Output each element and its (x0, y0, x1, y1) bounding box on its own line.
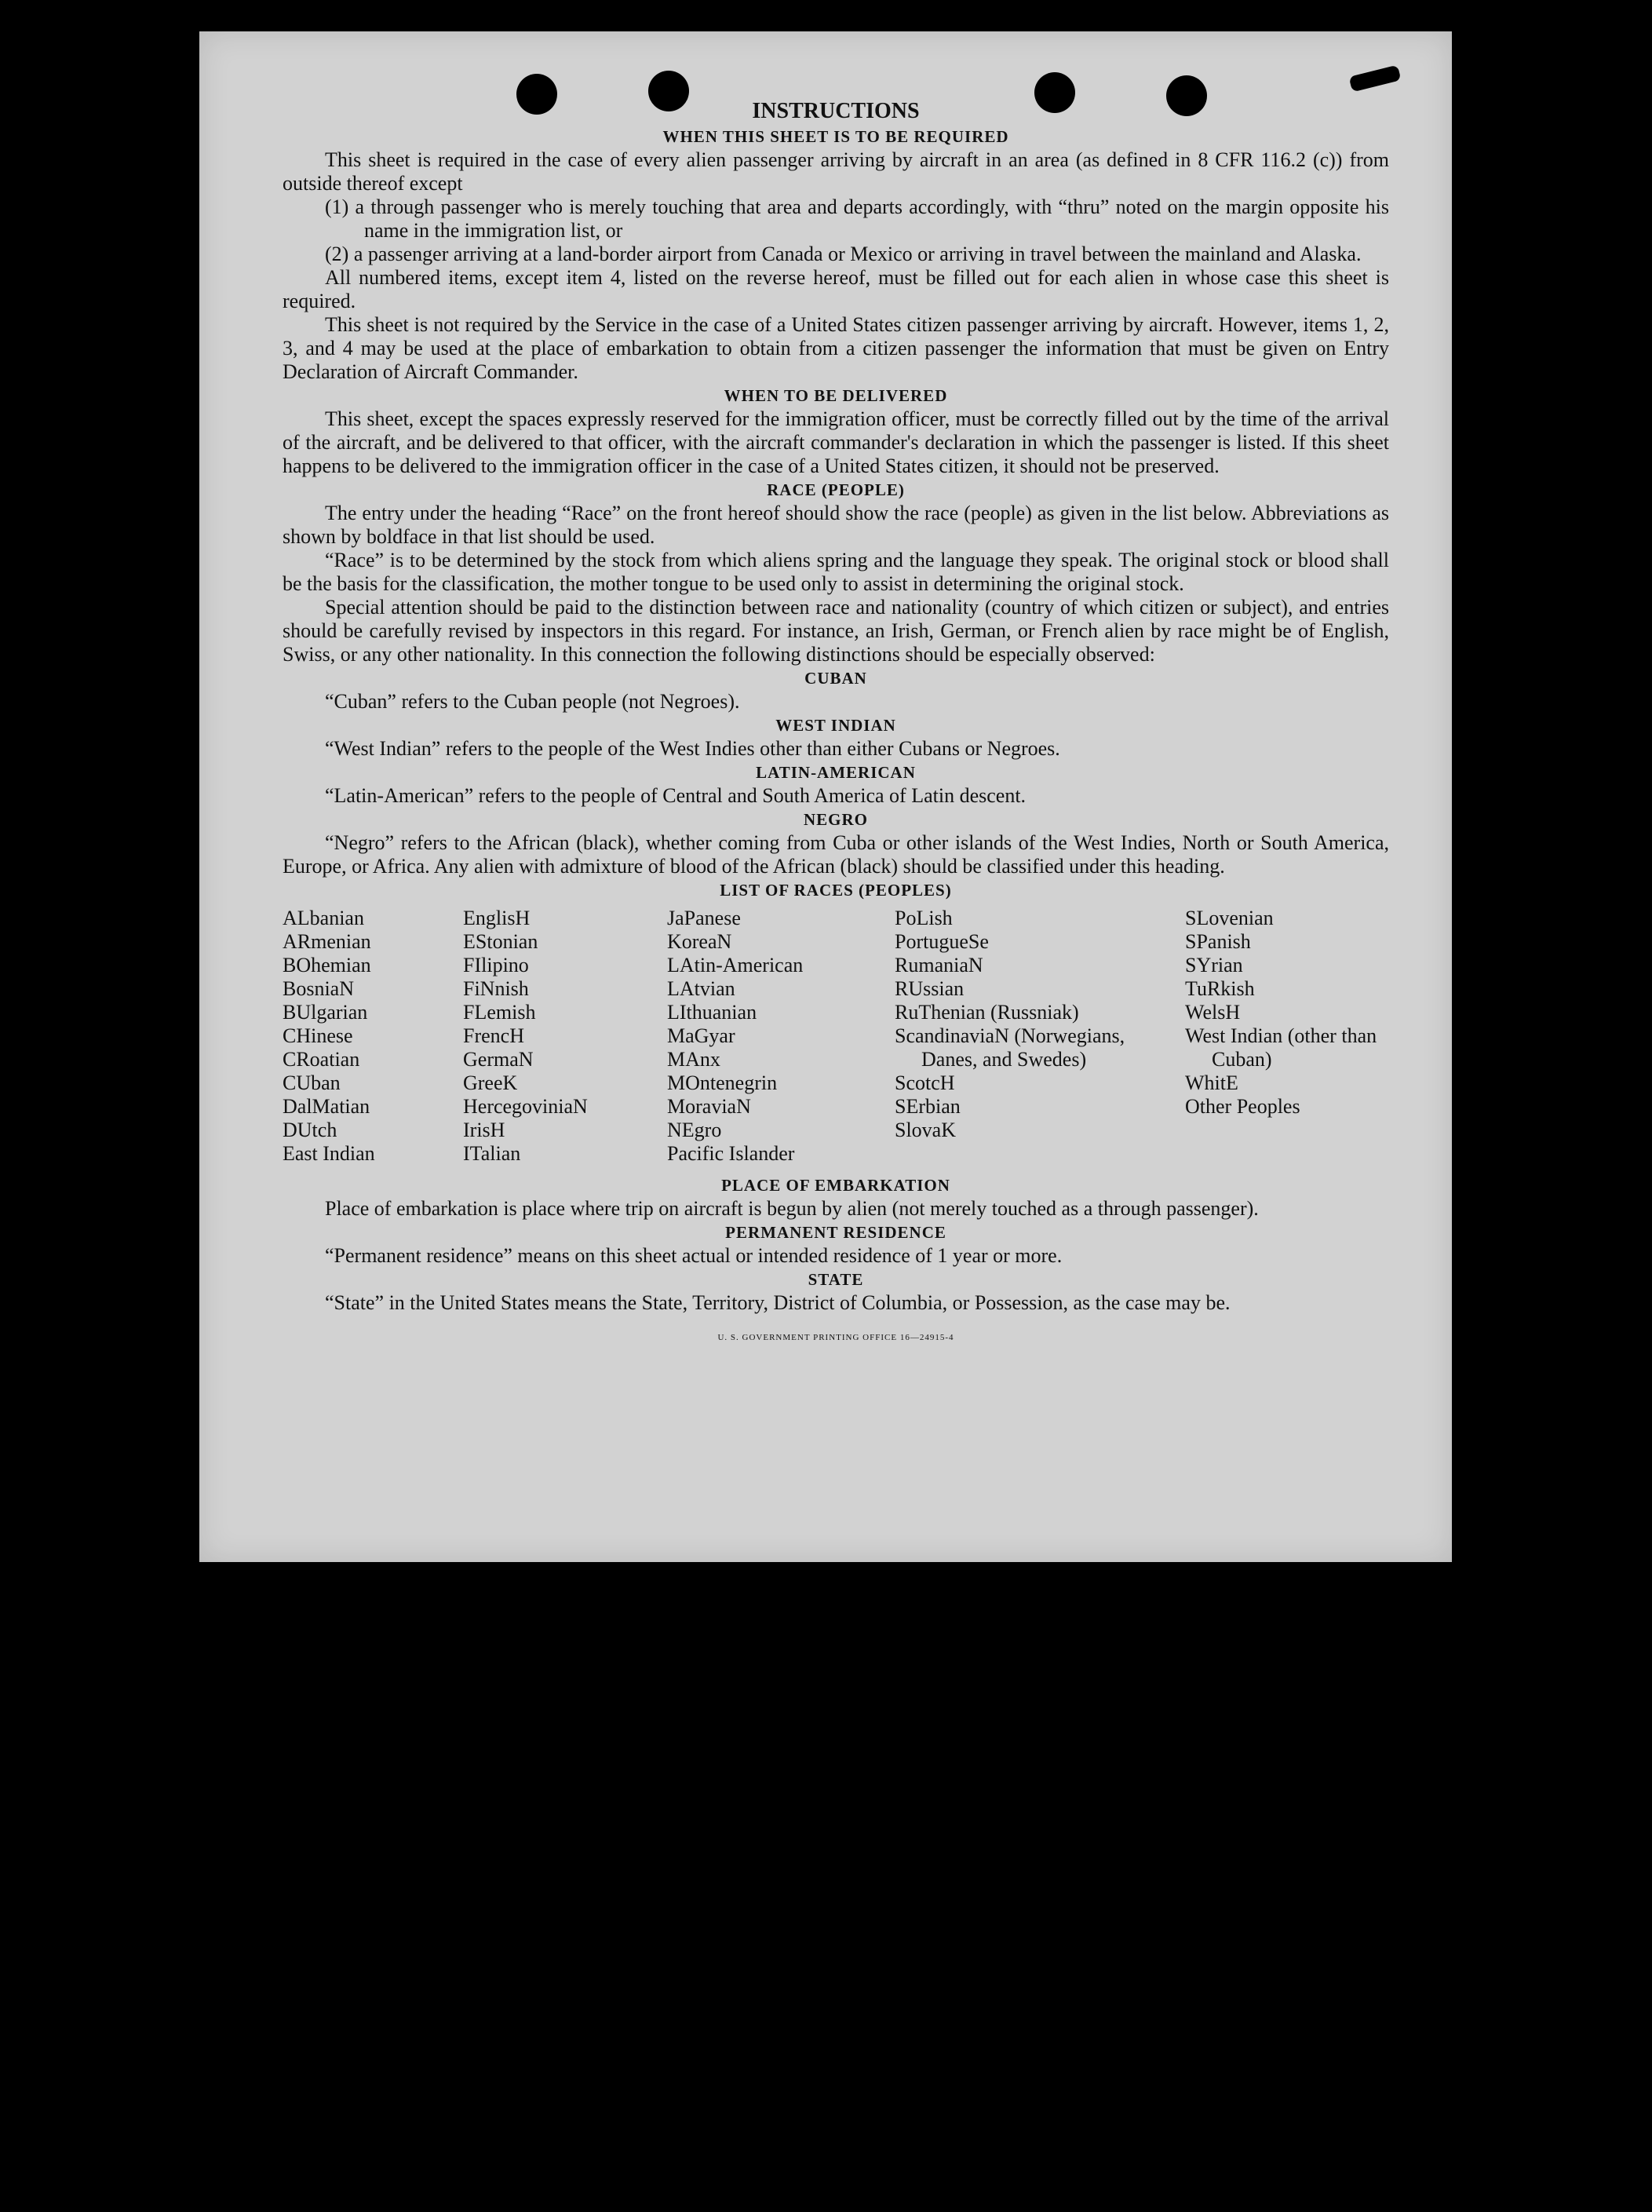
race-item: MoraviaN (667, 1095, 751, 1118)
race-item: ScotcH (895, 1071, 955, 1094)
paragraph: This sheet is not required by the Service in the case of a United States citizen passenger arriving by aircraft. However, items 1, 2, 3, and 4 may be used at the place of embarkation to obtain from a citizen passenger the information that must be given on Entry Declaration of Aircraft Commander. (283, 313, 1389, 383)
race-item: BOhemian (283, 954, 371, 976)
race-item: ALbanian (283, 907, 364, 929)
paragraph: Special attention should be paid to the distinction between race and nationality (country of which citizen or subject), and entries should be carefully revised by inspectors in this regard. For instance, an Irish, German, or French alien by race might be of English, Swiss, or any other nationality. In this connection the following distinctions should be especially observed: (283, 596, 1389, 666)
race-item: FLemish (463, 1001, 536, 1024)
paragraph: Place of embarkation is place where trip on aircraft is begun by alien (not merely touched as a through passenger). (325, 1197, 1259, 1220)
race-item: FiNnish (463, 977, 529, 1000)
race-item: East Indian (283, 1142, 375, 1165)
race-item: IrisH (463, 1119, 505, 1141)
paragraph: “West Indian” refers to the people of the West Indies other than either Cubans or Negroes. (325, 737, 1060, 760)
race-item: KoreaN (667, 930, 732, 953)
paragraph: This sheet, except the spaces expressly reserved for the immigration officer, must be correctly filled out by the time of the arrival of the aircraft, and be delivered to that officer, with the aircraft commander's declaration in which the passenger is listed. If this sheet happens to be delivered to the immigration officer in the case of a United States citizen, it should not be preserved. (283, 407, 1389, 477)
races-column (1185, 907, 1389, 1166)
section-heading-cuban: CUBAN (804, 669, 867, 688)
race-item: CUban (283, 1071, 341, 1094)
race-item: DalMatian (283, 1095, 370, 1118)
section-heading-delivered: WHEN TO BE DELIVERED (724, 386, 948, 405)
document-sheet (199, 31, 1452, 1562)
section-heading-state: STATE (808, 1270, 864, 1289)
race-item: LIthuanian (667, 1001, 757, 1024)
section-heading-residence: PERMANENT RESIDENCE (725, 1223, 946, 1242)
paragraph: “Latin-American” refers to the people of Central and South America of Latin descent. (325, 784, 1027, 807)
race-item: LAtin-American (667, 954, 804, 976)
exception-item: (2) a passenger arriving at a land-border airport from Canada or Mexico or arriving in travel between the mainland and Alaska. (325, 243, 1362, 265)
race-item: RUssian (895, 977, 965, 1000)
section-heading-west-indian: WEST INDIAN (775, 716, 896, 735)
race-item: ARmenian (283, 930, 371, 953)
race-item: SErbian (895, 1095, 961, 1118)
races-column (283, 907, 455, 1166)
race-item: DUtch (283, 1119, 337, 1141)
race-item: EnglisH (463, 907, 531, 929)
race-item: ITalian (463, 1142, 521, 1165)
paragraph: “Cuban” refers to the Cuban people (not Negroes). (325, 690, 740, 713)
race-item: MAnx (667, 1048, 720, 1071)
race-item: FrencH (463, 1024, 524, 1047)
section-heading-list-of-races: LIST OF RACES (PEOPLES) (720, 881, 952, 900)
paragraph: “State” in the United States means the State, Territory, District of Columbia, or Possession, as the case may be. (325, 1291, 1231, 1314)
race-item: SlovaK (895, 1119, 956, 1141)
race-item: NEgro (667, 1119, 722, 1141)
paragraph: The entry under the heading “Race” on the front hereof should show the race (people) as given in the list below. Abbreviations as shown by boldface in that list should be used. (283, 502, 1389, 548)
race-item: WhitE (1185, 1071, 1238, 1094)
paragraph: “Race” is to be determined by the stock from which aliens spring and the language they speak. The original stock or blood shall be the basis for the classification, the mother tongue to be used only to assist in determining the original stock. (283, 549, 1389, 595)
paragraph: All numbered items, except item 4, listed on the reverse hereof, must be filled out for each alien in whose case this sheet is required. (283, 266, 1389, 312)
race-item: Other Peoples (1185, 1095, 1300, 1118)
page-title: INSTRUCTIONS (752, 99, 920, 123)
races-column (463, 907, 659, 1166)
exception-item: (1) a through passenger who is merely touching that area and departs accordingly, with “thru” noted on the margin opposite his name in the immigration list, or (325, 195, 1389, 242)
section-heading-latin-american: LATIN-AMERICAN (756, 763, 916, 782)
section-heading-negro: NEGRO (803, 810, 868, 829)
race-item: BUlgarian (283, 1001, 368, 1024)
paragraph: “Negro” refers to the African (black), whether coming from Cuba or other islands of the West Indies, North or South America, Europe, or Africa. Any alien with admixture of blood of the African (black) should be classified under this heading. (283, 831, 1389, 878)
race-item: LAtvian (667, 977, 735, 1000)
race-item: SPanish (1185, 930, 1251, 953)
race-item: PortugueSe (895, 930, 989, 953)
race-item: CHinese (283, 1024, 353, 1047)
section-heading-required: WHEN THIS SHEET IS TO BE REQUIRED (662, 127, 1009, 146)
race-item: HercegoviniaN (463, 1095, 588, 1118)
race-item: ScandinaviaN (Norwegians, Danes, and Swedes) (895, 1024, 1125, 1071)
races-list (283, 907, 1389, 1166)
races-column (895, 907, 1177, 1166)
race-item: JaPanese (667, 907, 741, 929)
race-item: GreeK (463, 1071, 518, 1094)
race-item: Pacific Islander (667, 1142, 795, 1165)
ink-mark (1349, 65, 1402, 93)
race-item: MOntenegrin (667, 1071, 778, 1094)
races-column (667, 907, 887, 1166)
instructions-content (283, 98, 1389, 1349)
race-item: EStonian (463, 930, 538, 953)
race-item: FIlipino (463, 954, 529, 976)
paragraph: This sheet is required in the case of every alien passenger arriving by aircraft in an area (as defined in 8 CFR 116.2 (c)) from outside thereof except (283, 148, 1389, 195)
race-item: RumaniaN (895, 954, 983, 976)
race-item: RuThenian (Russniak) (895, 1001, 1079, 1024)
race-item: WelsH (1185, 1001, 1241, 1024)
race-item: West Indian (other than Cuban) (1185, 1024, 1377, 1071)
section-heading-race: RACE (PEOPLE) (767, 480, 905, 499)
race-item: MaGyar (667, 1024, 735, 1047)
race-item: BosniaN (283, 977, 354, 1000)
race-item: SLovenian (1185, 907, 1274, 929)
race-item: PoLish (895, 907, 953, 929)
race-item: TuRkish (1185, 977, 1255, 1000)
race-item: SYrian (1185, 954, 1243, 976)
race-item: GermaN (463, 1048, 534, 1071)
paragraph: “Permanent residence” means on this sheet actual or intended residence of 1 year or more. (325, 1244, 1063, 1267)
race-item: CRoatian (283, 1048, 360, 1071)
printer-imprint: U. S. GOVERNMENT PRINTING OFFICE 16—24915-4 (717, 1333, 954, 1342)
section-heading-embarkation: PLACE OF EMBARKATION (721, 1176, 950, 1195)
